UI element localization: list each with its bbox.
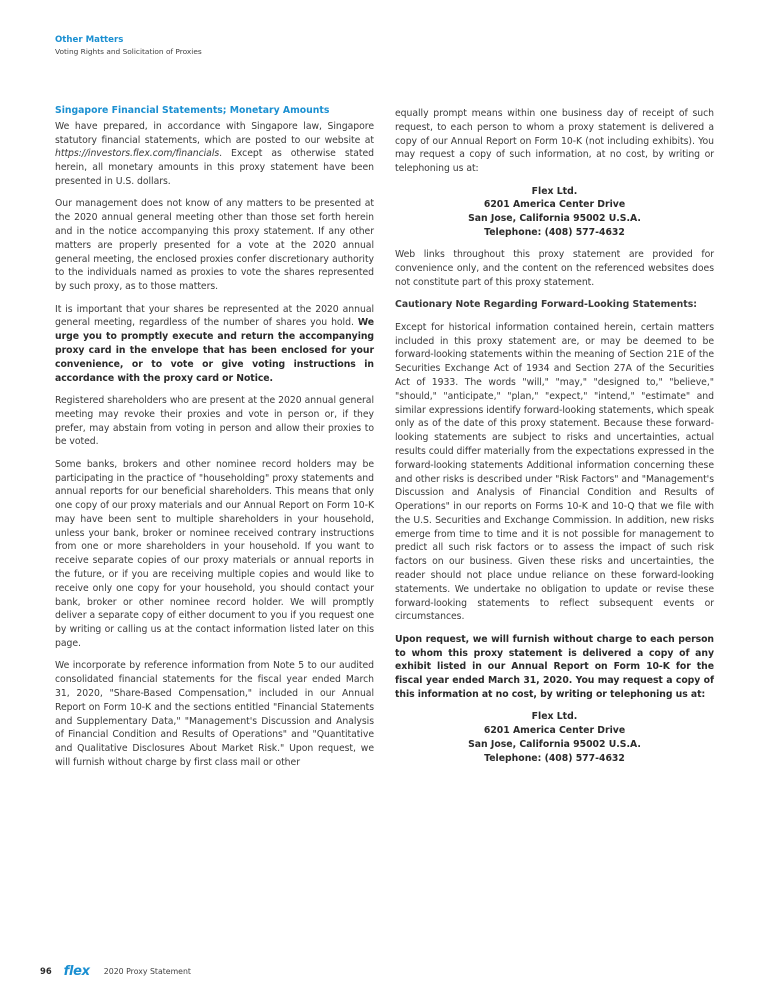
paragraph-text: It is important that your shares be represented at the 2020 annual general meeting, regardless of the number of shares you hold. — [55, 303, 374, 329]
proxy-urge-text: We urge you to promptly execute and return the accompanying proxy card in the envelope that has been enclosed for your convenience, or to vote or give voting instructions in accordance with the proxy card or Notice. — [55, 317, 374, 384]
paragraph-revoke: Registered shareholders who are present at the 2020 annual general meeting may revoke their proxies and vote in person or, if they prefer, may abstain from voting in person and allow their proxies to be voted. — [55, 394, 374, 448]
paragraph-other-matters: Our management does not know of any matters to be presented at the 2020 annual general meeting other than those set forth herein and in the notice accompanying this proxy statement. If any other matters are properly presented for a vote at the 2020 annual general meeting, the enclosed proxies confer discretionary authority to the individuals named as proxies to vote the shares represented by such proxy, as to those matters. — [55, 198, 374, 293]
address-city: San Jose, California 95002 U.S.A. — [468, 739, 641, 751]
paragraph-exhibit-request: Upon request, we will furnish without charge to each person to whom this proxy statement is delivered a copy of any exhibit listed in our Annual Report on Form 10-K for the fiscal year ended March 31, 2020. You may request a copy of this information at no cost, by writing or telephoning us at: — [395, 633, 714, 701]
subsection-title: Voting Rights and Solicitation of Proxies — [55, 47, 202, 56]
flex-logo: flex — [63, 963, 90, 979]
page-footer — [40, 964, 191, 978]
paragraph-web-links: Web links throughout this proxy statement are provided for convenience only, and the content on the referenced websites does not constitute part of this proxy statement. — [395, 249, 714, 288]
address-street: 6201 America Center Drive — [483, 725, 626, 737]
address-phone: Telephone: (408) 577-4632 — [484, 752, 625, 764]
section-title: Other Matters — [55, 35, 124, 45]
right-column — [395, 107, 714, 774]
paragraph-request-copy: equally prompt means within one business day of receipt of such request, to each person to whom a proxy statement is delivered a copy of our Annual Report on Form 10-K (not including exhibits). You may request a copy of such information, at no cost, by writing or telephoning us at: — [395, 108, 714, 175]
paragraph-representation — [55, 303, 374, 386]
paragraph-forward-looking: Except for historical information contained herein, certain matters included in this proxy statement are, or may be deemed to be forward-looking statements within the meaning of Section 21E of the Securities Exchange Act of 1934 and Section 27A of the Securities Act of 1933. The words "will," "may," "designed to," "believe," "should," "anticipate," "plan," "expect," "intend," "estimate" and similar expressions identify forward-looking statements, which speak only as of the date of this proxy statement. Because these forward-looking statements are subject to risks and uncertainties, actual results could differ materially from the expectations expressed in the forward-looking statements Additional information concerning these and other risks is described under "Risk Factors" and "Management's Discussion and Analysis of Financial Condition and Results of Operations" in our reports on Forms 10-K and 10-Q that we file with the U.S. Securities and Exchange Commission. In addition, new risks emerge from time to time and it is not possible for management to predict all such risk factors or to assess the impact of such risk factors on our business. Given these risks and uncertainties, the reader should not place undue reliance on these forward-looking statements. We undertake no obligation to update or revise these forward-looking statements to reflect subsequent events or circumstances. — [395, 321, 714, 623]
paragraph-incorporate: We incorporate by reference information from Note 5 to our audited consolidated financial statements for the fiscal year ended March 31, 2020, "Share-Based Compensation," included in our Annual Report on Form 10-K and the sections entitled "Financial Statements and Supplementary Data," "Management's Discussion and Analysis of Financial Condition and Results of Operations" and "Quantitative and Qualitative Disclosures About Market Risk." Upon request, we will furnish without charge by first class mail or other — [55, 660, 374, 769]
paragraph-householding: Some banks, brokers and other nominee record holders may be participating in the practice of "householding" proxy statements and annual reports for our beneficial shareholders. This means that only one copy of our proxy materials and our Annual Report on Form 10-K may have been sent to multiple shareholders in your household, unless your bank, broker or nominee received contrary instructions from one or more shareholders in your household. If you want to receive separate copies of our proxy materials or annual reports in the future, or if you are receiving multiple copies and would like to receive only one copy for your household, you should contact your bank, broker or other nominee record holder. We will promptly deliver a separate copy of either document to you if you request one by writing or calling us at the contact information listed later on this page. — [55, 458, 374, 650]
address-company: Flex Ltd. — [531, 185, 578, 197]
paragraph-text: We have prepared, in accordance with Singapore law, Singapore statutory financial statements, which are posted to our website at — [55, 120, 374, 146]
cautionary-heading: Cautionary Note Regarding Forward-Looking Statements: — [395, 299, 697, 311]
address-street: 6201 America Center Drive — [483, 199, 626, 211]
address-phone: Telephone: (408) 577-4632 — [484, 226, 625, 238]
document-title: 2020 Proxy Statement — [103, 966, 191, 976]
address-city: San Jose, California 95002 U.S.A. — [468, 213, 641, 225]
paragraph-financial-statements — [55, 120, 374, 189]
address-block — [395, 710, 714, 765]
address-company: Flex Ltd. — [531, 711, 578, 723]
left-column — [55, 104, 374, 778]
page-header — [55, 34, 202, 57]
paragraph-text: . Except as otherwise stated herein, all monetary amounts in this proxy statement have been presented in U.S. dollars. — [55, 148, 374, 187]
page-number: 96 — [40, 966, 52, 976]
financials-link[interactable]: https://investors.flex.com/financials — [55, 148, 220, 160]
singapore-heading: Singapore Financial Statements; Monetary Amounts — [55, 105, 330, 116]
address-block — [395, 185, 714, 240]
